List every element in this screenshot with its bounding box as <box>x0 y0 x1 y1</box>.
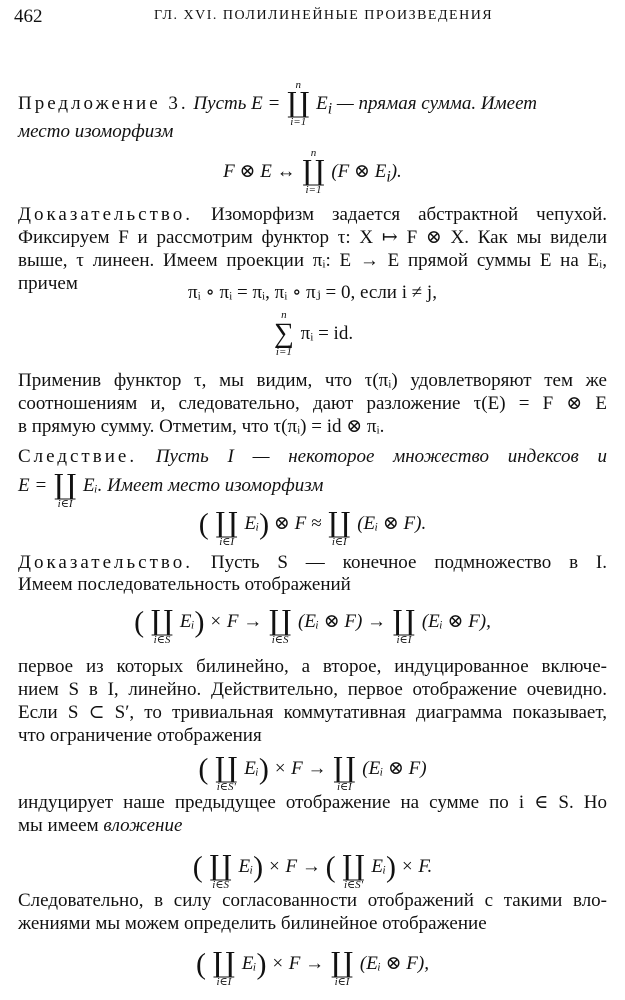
coproduct-symbol: ∐ i∈I <box>328 508 351 548</box>
formula-embedding: ( ∐ i∈S Eᵢ) × F → ( ∐ i∈S' Eᵢ) × F. <box>18 843 607 892</box>
proof-1-line-1: Доказательство. Изоморфизм задается абстрактной чепухой. <box>18 204 608 225</box>
coproduct-symbol: n ∐ i=1 <box>302 147 325 196</box>
coproduct-symbol: ∐ i∈I <box>53 470 77 510</box>
formula-sum-projections: n ∑ i=1 πᵢ = id. <box>273 309 354 358</box>
corollary-line-1: Следствие. Пусть I — некоторое множество индексов и <box>18 446 608 467</box>
proposition-label: Предложение 3. <box>18 92 189 114</box>
proof-1-line-6: соотношениям и, следовательно, дают разложение τ(E) = F ⊗ E <box>18 393 607 414</box>
corollary-label: Следствие. <box>18 446 138 467</box>
formula-sequence: ( ∐ i∈S Eᵢ) × F → ∐ i∈S (Eᵢ ⊗ F) → ∐ i∈I (Eᵢ ⊗ F), <box>18 598 607 647</box>
formula-projections: πᵢ ∘ πᵢ = πᵢ, πᵢ ∘ πⱼ = 0, если i ≠ j, <box>188 282 437 303</box>
proof-2-line-4: нием S в I, линейно. Действительно, первое отображение очевидно. <box>18 679 607 700</box>
proof-1-line-3: выше, τ линеен. Имеем проекции πᵢ: E → E прямой суммы E на Eᵢ, <box>18 250 607 271</box>
proof-label: Доказательство. <box>18 552 193 573</box>
formula-bilinear: ( ∐ i∈I Eᵢ) × F → ∐ i∈I (Eᵢ ⊗ F), <box>18 940 607 989</box>
coproduct-symbol: ∐ i∈I <box>212 948 236 988</box>
proof-1-line-2: Фиксируем F и рассмотрим функтор τ: X ↦ F ⊗ X. Как мы видели <box>18 227 607 248</box>
proof-2-line-10: жениями мы можем определить билинейное отображение <box>18 913 487 934</box>
formula-prop3: F ⊗ E ↔ n ∐ i=1 (F ⊗ $E_i$). <box>223 147 402 196</box>
proof-1-line-4: причем <box>18 273 78 294</box>
proof-2-line-6: что ограничение отображения <box>18 725 262 746</box>
formula-restriction: ( ∐ i∈S' Eᵢ) × F → ∐ i∈I (Eᵢ ⊗ F) <box>18 745 607 794</box>
coproduct-symbol: ∐ i∈S' <box>215 753 238 793</box>
coproduct-symbol: ∐ i∈S' <box>342 851 365 891</box>
coproduct-symbol: ∐ i∈I <box>330 948 354 988</box>
proof-2-line-7: индуцирует наше предыдущее отображение на сумме по i ∈ S. Но <box>18 792 607 813</box>
proof-2-line-2: Имеем последовательность отображений <box>18 574 351 595</box>
corollary-line-2: E = ∐ i∈I Eᵢ. Имеет место изоморфизм <box>18 462 607 511</box>
proof-label: Доказательство. <box>18 204 193 225</box>
proof-2-line-9: Следовательно, в силу согласованности отображений с такими вло- <box>18 890 607 911</box>
coproduct-symbol: ∐ i∈I <box>333 753 356 793</box>
proof-2-line-3: первое из которых билинейно, а второе, индуцированное включе- <box>18 656 607 677</box>
proposition-3-line-1: Предложение 3. Пусть E = n ∐ i=1 $E_i$ — прямая сумма. Имеет <box>18 79 538 128</box>
proof-1-line-5: Применив функтор τ, мы видим, что τ(πᵢ) удовлетворяют тем же <box>18 370 607 391</box>
coproduct-symbol: ∐ i∈S <box>150 606 174 646</box>
coproduct-symbol: ∐ i∈I <box>215 508 238 548</box>
proof-1-line-7: в прямую сумму. Отметим, что τ(πᵢ) = id ⊗ πᵢ. <box>18 416 385 437</box>
proof-2-line-8: мы имеем вложение <box>18 815 183 836</box>
sum-symbol: n ∑ i=1 <box>273 309 294 358</box>
formula-corollary: ( ∐ i∈I Eᵢ) ⊗ F ≈ ∐ i∈I (Eᵢ ⊗ F). <box>18 500 607 549</box>
proof-2-line-5: Если S ⊂ S′, то тривиальная коммутативная диаграмма показывает, <box>18 702 607 723</box>
coproduct-symbol: ∐ i∈I <box>392 606 416 646</box>
proposition-3-line-2: место изоморфизм <box>18 121 174 142</box>
coproduct-symbol: ∐ i∈S <box>268 606 292 646</box>
coproduct-symbol: ∐ i∈S <box>209 851 232 891</box>
proof-2-line-1: Доказательство. Пусть S — конечное подмножество в I. <box>18 552 607 573</box>
running-head: ГЛ. XVI. ПОЛИЛИНЕЙНЫЕ ПРОИЗВЕДЕНИЯ <box>154 8 494 23</box>
page-header <box>14 6 607 28</box>
page-number: 462 <box>14 6 43 27</box>
coproduct-symbol: n ∐ i=1 <box>287 79 310 128</box>
